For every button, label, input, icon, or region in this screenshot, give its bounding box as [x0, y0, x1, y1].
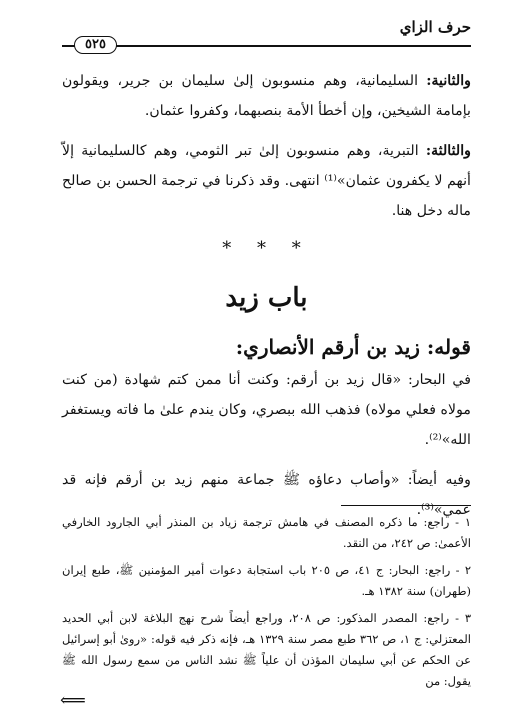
- footnote: ٢ - راجع: البحار: ج ٤١، ص ٢٠٥ باب استجابة دعوات أمير المؤمنين ﷺ، طبع إيران (طهران) سنة ١٣٨٢ هـ.: [62, 563, 471, 598]
- footnotes: [62, 505, 471, 698]
- section-heading: قوله: زيد بن أرقم الأنصاري:: [235, 335, 471, 359]
- page-header: [62, 18, 471, 58]
- paragraph: [62, 136, 471, 226]
- footnote: ١ - راجع: ما ذكره المصنف في هامش ترجمة زياد بن المنذر أبي الجارود الخارفي الأعمىٰ: ص ٢٤٢، من النقد.: [62, 515, 471, 550]
- header-rule: [62, 45, 471, 47]
- chapter-title: باب زيد: [225, 283, 308, 313]
- paragraph-text: التبرية، وهم منسوبون إلىٰ تبر الثومي، وهم كالسليمانية إلاّ أنهم لا يكفرون عثمان»⁽¹⁾ انتهى. وقد ذكرنا في ترجمة الحسن بن صالح ماله دخل هنا.: [62, 143, 471, 219]
- paragraph: في البحار: «قال زيد بن أرقم: وكنت أنا ممن كتم شهادة (من كنت مولاه فعلي مولاه) فذهب الله ببصري، وكان يندم علىٰ ما فاته ويستغفر الله»⁽²⁾.: [62, 372, 471, 448]
- continuation-arrow-icon: ⟸: [60, 690, 86, 711]
- paragraph: وفيه أيضاً: «وأصاب دعاؤه ﷺ جماعة منهم زيد بن أرقم فإنه قد عمي»⁽³⁾.: [62, 472, 471, 518]
- paragraph-text: السليمانية، وهم منسوبون إلىٰ سليمان بن جرير، ويقولون بإمامة الشيخين، وإن أخطأ الأمة بنصبهما، وكفروا عثمان.: [62, 73, 471, 119]
- paragraph-label: والثانية:: [426, 73, 471, 89]
- section-separator: * * *: [222, 238, 311, 259]
- main-text: [62, 66, 471, 535]
- footnote-rule: [341, 505, 471, 506]
- page-number: ٥٢٥: [74, 36, 117, 54]
- running-title: حرف الزاي: [399, 18, 471, 36]
- paragraph-label: والثالثة:: [425, 143, 471, 159]
- footnote: ٣ - راجع: المصدر المذكور: ص ٢٠٨، وراجع أيضاً شرح نهج البلاغة لابن أبي الحديد المعتزلي: ج ١، ص ٣٦٢ طبع مصر سنة ١٣٢٩ هـ، فإنه ذكر فيه قوله: «روىٰ أبو إسرائيل عن الحكم عن أبي سليمان المؤذن أن علياً ﷺ نشد الناس من سمع رسول الله ﷺ يقول: من: [62, 611, 471, 688]
- paragraph: [62, 66, 471, 126]
